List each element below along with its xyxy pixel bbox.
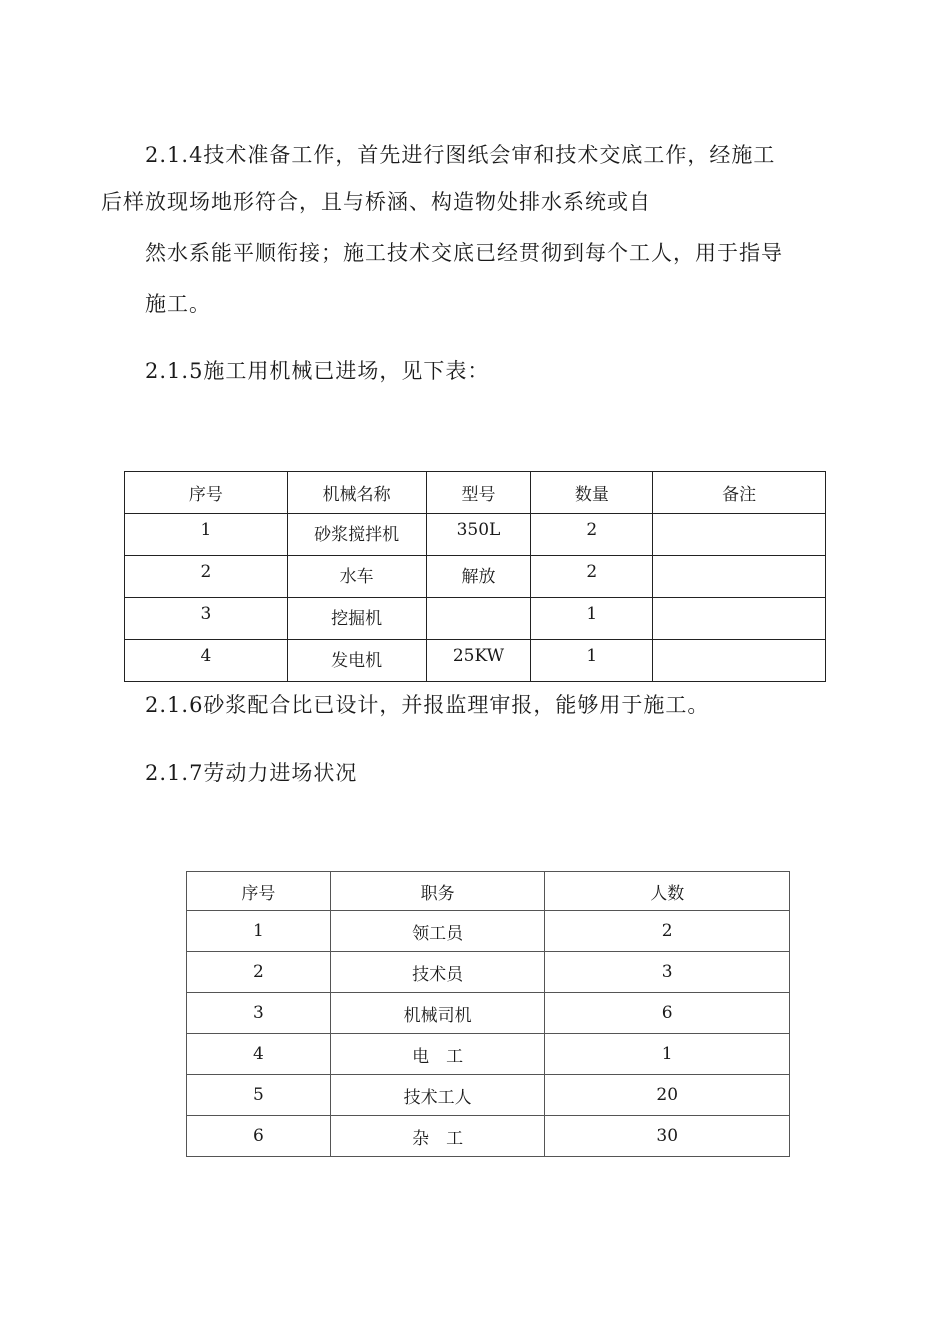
cell-remarks xyxy=(653,640,826,682)
cell-headcount: 6 xyxy=(545,993,790,1034)
cell-machine-name: 水车 xyxy=(287,556,426,598)
paragraph-2-1-4-line-1: 2.1.4技术准备工作，首先进行图纸会审和技术交底工作，经施工 xyxy=(145,143,776,167)
cell-serial: 5 xyxy=(187,1075,331,1116)
paragraph-2-1-4-line-2: 后样放现场地形符合，且与桥涵、构造物处排水系统或自 xyxy=(101,190,651,214)
cell-machine-name: 挖掘机 xyxy=(287,598,426,640)
table-header-row xyxy=(187,872,790,911)
cell-serial: 3 xyxy=(187,993,331,1034)
cell-serial: 3 xyxy=(125,598,288,640)
machinery-table xyxy=(124,471,826,682)
table-row xyxy=(125,598,826,640)
cell-machine-name: 砂浆搅拌机 xyxy=(287,514,426,556)
cell-model xyxy=(426,598,531,640)
cell-headcount: 3 xyxy=(545,952,790,993)
cell-remarks xyxy=(653,514,826,556)
header-position: 职务 xyxy=(330,872,545,911)
cell-quantity: 2 xyxy=(531,514,653,556)
table-row xyxy=(187,993,790,1034)
cell-headcount: 1 xyxy=(545,1034,790,1075)
cell-model: 解放 xyxy=(426,556,531,598)
cell-quantity: 2 xyxy=(531,556,653,598)
cell-remarks xyxy=(653,598,826,640)
cell-serial: 1 xyxy=(125,514,288,556)
cell-serial: 6 xyxy=(187,1116,331,1157)
header-headcount: 人数 xyxy=(545,872,790,911)
paragraph-2-1-7: 2.1.7劳动力进场状况 xyxy=(145,761,358,785)
cell-remarks xyxy=(653,556,826,598)
table-row xyxy=(187,1075,790,1116)
cell-position: 杂 工 xyxy=(330,1116,545,1157)
paragraph-2-1-4-line-4: 施工。 xyxy=(145,292,211,316)
header-remarks: 备注 xyxy=(653,472,826,514)
paragraph-2-1-6: 2.1.6砂浆配合比已设计，并报监理审报，能够用于施工。 xyxy=(145,693,710,717)
cell-serial: 4 xyxy=(125,640,288,682)
table-header-row xyxy=(125,472,826,514)
paragraph-2-1-5: 2.1.5施工用机械已进场，见下表： xyxy=(145,359,490,383)
cell-serial: 2 xyxy=(187,952,331,993)
table-row xyxy=(187,952,790,993)
table-row xyxy=(187,1116,790,1157)
cell-serial: 1 xyxy=(187,911,331,952)
cell-serial: 2 xyxy=(125,556,288,598)
table-row xyxy=(125,514,826,556)
cell-quantity: 1 xyxy=(531,598,653,640)
table-row xyxy=(125,640,826,682)
table-row xyxy=(187,911,790,952)
cell-position: 领工员 xyxy=(330,911,545,952)
header-machine-name: 机械名称 xyxy=(287,472,426,514)
cell-model: 25KW xyxy=(426,640,531,682)
cell-quantity: 1 xyxy=(531,640,653,682)
header-model: 型号 xyxy=(426,472,531,514)
header-serial: 序号 xyxy=(187,872,331,911)
cell-position: 技术工人 xyxy=(330,1075,545,1116)
cell-model: 350L xyxy=(426,514,531,556)
cell-position: 机械司机 xyxy=(330,993,545,1034)
cell-position: 技术员 xyxy=(330,952,545,993)
cell-serial: 4 xyxy=(187,1034,331,1075)
cell-headcount: 2 xyxy=(545,911,790,952)
cell-position: 电 工 xyxy=(330,1034,545,1075)
table-row xyxy=(125,556,826,598)
header-serial: 序号 xyxy=(125,472,288,514)
header-quantity: 数量 xyxy=(531,472,653,514)
cell-headcount: 20 xyxy=(545,1075,790,1116)
table-row xyxy=(187,1034,790,1075)
cell-headcount: 30 xyxy=(545,1116,790,1157)
labor-table xyxy=(186,871,790,1157)
paragraph-2-1-4-line-3: 然水系能平顺衔接；施工技术交底已经贯彻到每个工人，用于指导 xyxy=(145,241,783,265)
cell-machine-name: 发电机 xyxy=(287,640,426,682)
